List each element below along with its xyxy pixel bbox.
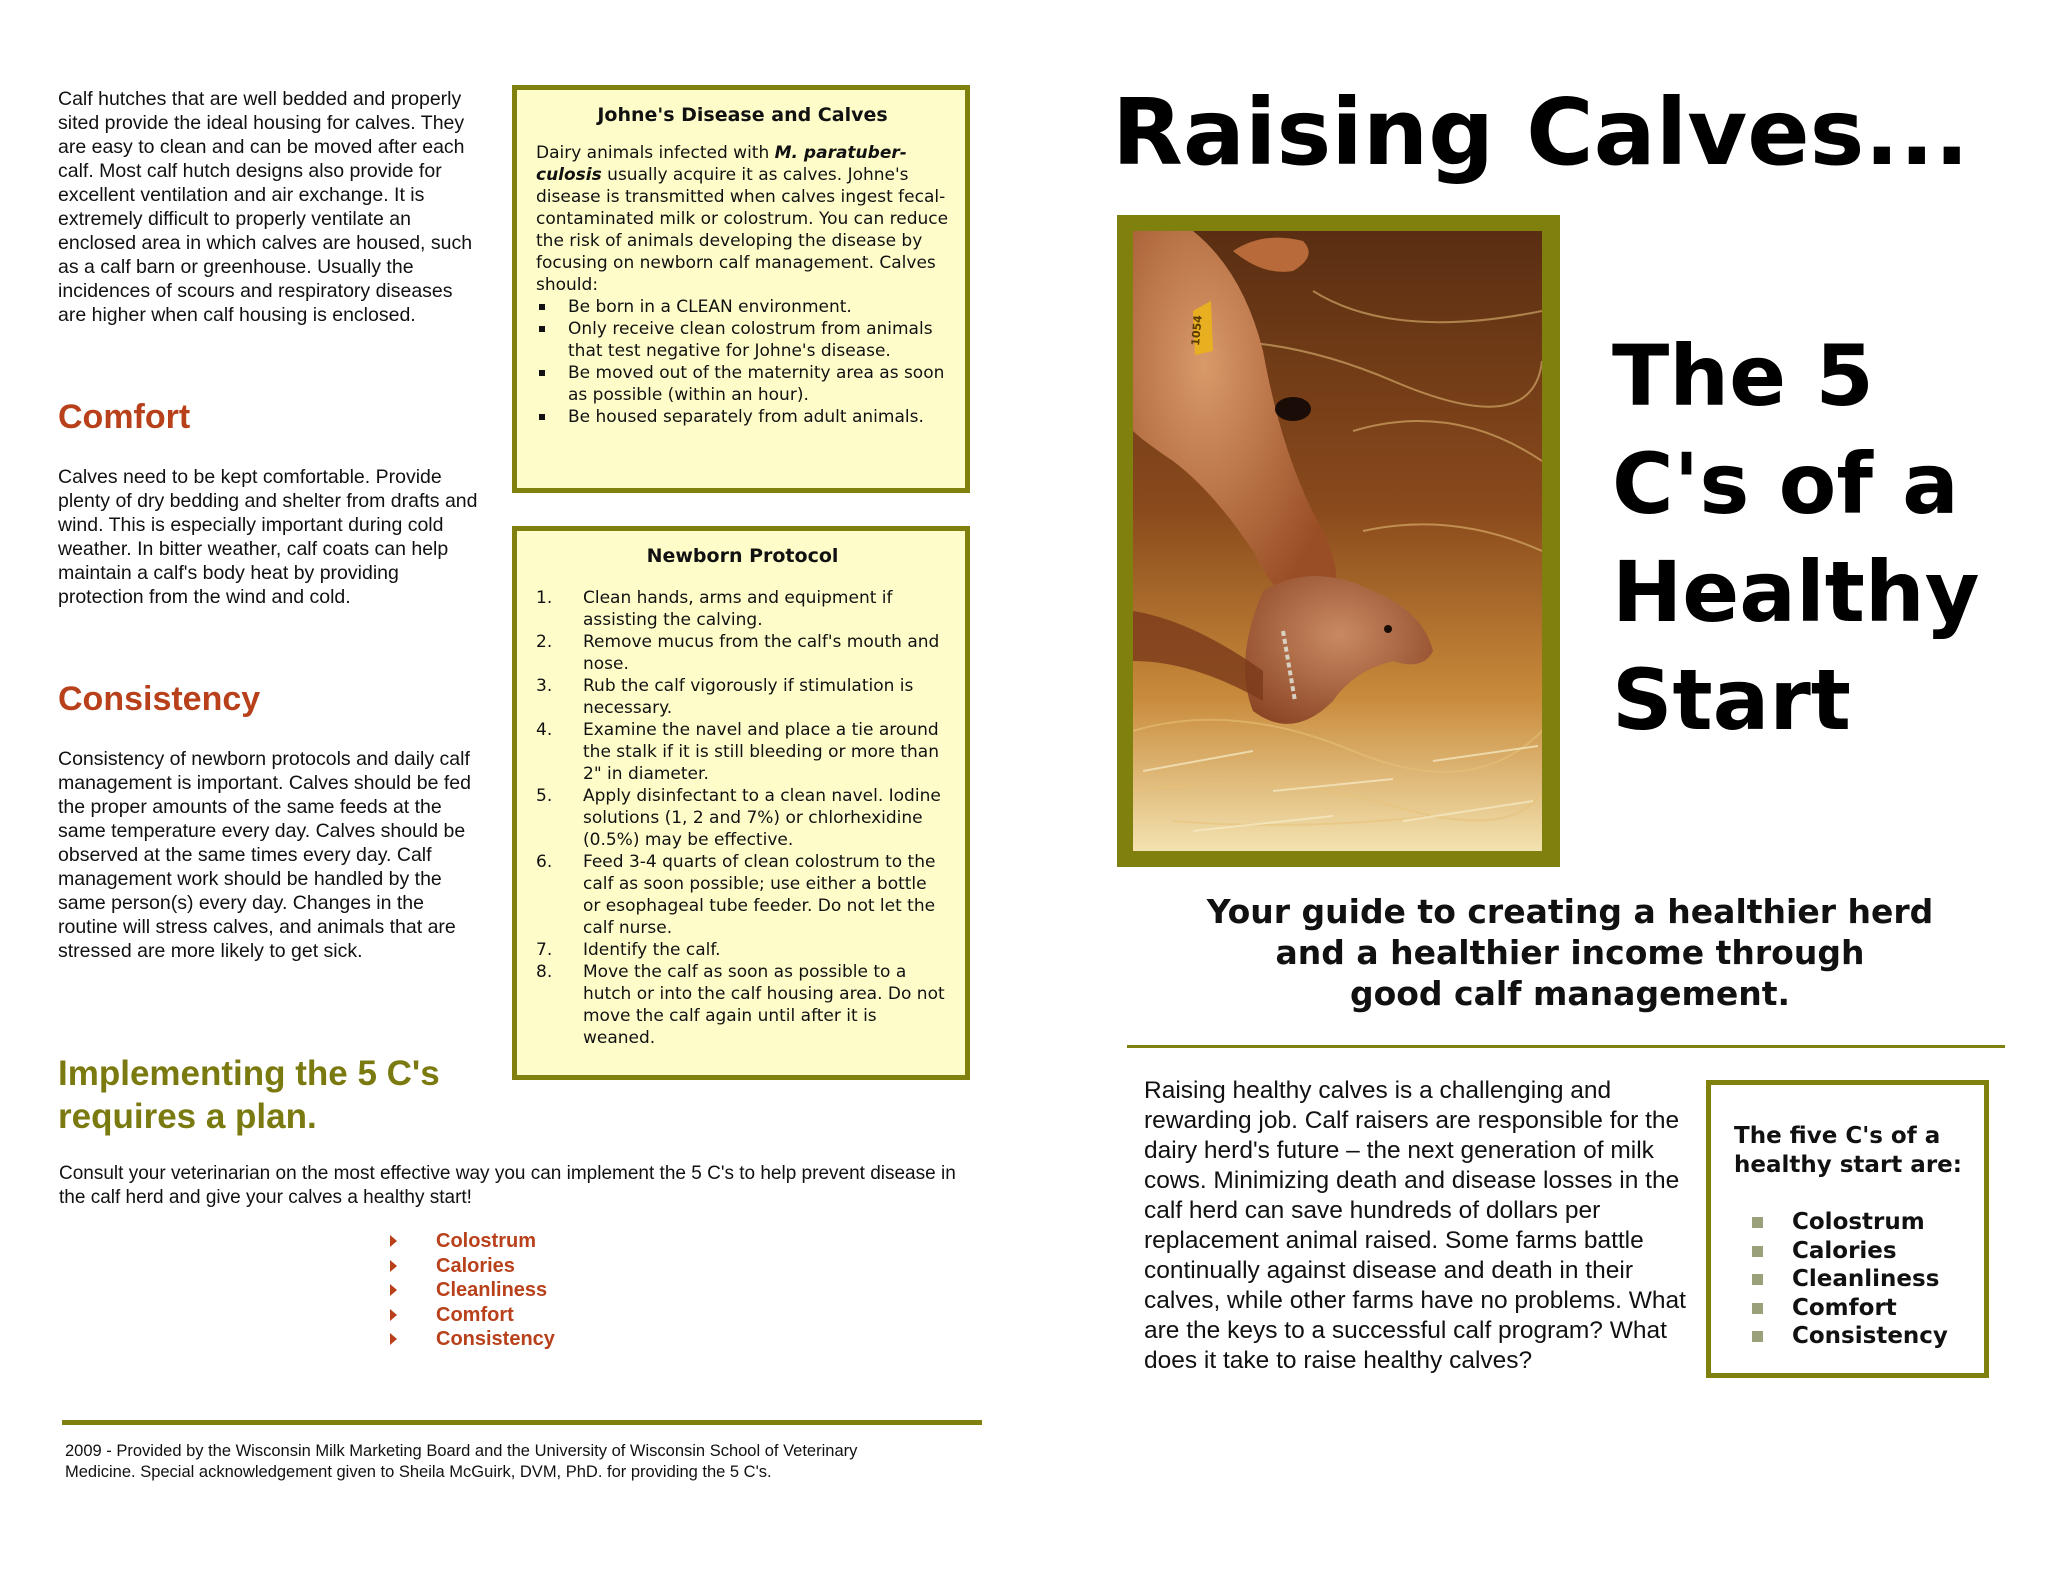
arrow-bullet-icon: [390, 1309, 397, 1321]
cow-and-calf-image: [1133, 231, 1542, 851]
species-name: M. paratuber-culosis: [536, 143, 907, 185]
consistency-heading: Consistency: [58, 680, 261, 718]
list-item: 8. Move the calf as soon as possible to a hutch or into the calf housing area. Do not move the calf again until after it is weaned.: [536, 962, 945, 1048]
list-item: Comfort: [1734, 1294, 1984, 1323]
implementing-heading: [58, 1052, 440, 1138]
list-item: Calories: [1734, 1237, 1984, 1266]
footer-credits-line2: Medicine. Special acknowledgement given to Sheila McGuirk, DVM, PhD. for providing the 5 C's.: [65, 1463, 772, 1481]
comfort-paragraph: Calves need to be kept comfortable. Provide plenty of dry bedding and shelter from drafts and wind. This is especially important during cold weather. In bitter weather, calf coats can help maintain a calf's body heat by providing protection from the wind and cold.: [58, 466, 478, 608]
consistency-paragraph: Consistency of newborn protocols and daily calf management is important. Calves should be fed the proper amounts of the same feeds at the same temperature every day. Calves should be observed at the same times every day. Calf management work should be handled by the same person(s) every day. Changes in the routine will stress calves, and animals that are stressed are more likely to get sick.: [58, 748, 471, 962]
five-cs-arrow-list: [386, 1229, 555, 1352]
implementing-paragraph: Consult your veterinarian on the most effective way you can implement the 5 C's to help prevent disease in the calf herd and give your calves a healthy start!: [59, 1163, 956, 1208]
list-item: 4. Examine the navel and place a tie around the stalk if it is still bleeding or more than 2" in diameter.: [536, 720, 939, 784]
square-bullet-icon: [539, 370, 545, 376]
footer-divider: [62, 1420, 982, 1425]
johnes-box-title: Johne's Disease and Calves: [597, 104, 888, 126]
cover-subtitle-line: Healthy: [1612, 543, 1980, 641]
square-bullet-icon: [539, 414, 545, 420]
five-cs-list: [1734, 1208, 1984, 1351]
square-bullet-icon: [539, 304, 545, 310]
cow-calf-photo: [1117, 215, 1560, 867]
five-cs-box-title: The five C's of a healthy start are:: [1734, 1123, 1962, 1178]
cover-subtitle-line: The 5: [1612, 327, 1874, 425]
johnes-intro: Dairy animals infected with M. paratuber-culosis usually acquire it as calves. Johne's disease is transmitted when calves ingest fecal-contaminated milk or colostrum. You can reduce the risk of animals developing the disease by focusing on newborn calf management. Calves should:: [536, 143, 949, 295]
ear-tag-number: 1054: [1189, 314, 1205, 347]
list-item: Colostrum: [1734, 1208, 1984, 1237]
list-item: Be born in a CLEAN environment.: [536, 296, 949, 318]
square-bullet-icon: [1752, 1331, 1763, 1342]
arrow-bullet-icon: [390, 1235, 397, 1247]
square-bullet-icon: [1752, 1246, 1763, 1257]
newborn-box-title: Newborn Protocol: [646, 545, 839, 567]
list-item: 6. Feed 3-4 quarts of clean colostrum to the calf as soon possible; use either a bottle or esophageal tube feeder. Do not let the calf nurse.: [536, 852, 936, 938]
cover-guide-text: [1120, 891, 2020, 1014]
list-item: 2. Remove mucus from the calf's mouth and nose.: [536, 632, 940, 674]
list-item: 1. Clean hands, arms and equipment if assisting the calving.: [536, 588, 893, 630]
list-item: Consistency: [386, 1327, 555, 1352]
cover-intro-paragraph: Raising healthy calves is a challenging and rewarding job. Calf raisers are responsible for the dairy herd's future – the next generation of milk cows. Minimizing death and disease losses in the calf herd can save hundreds of dollars per replacement animal raised. Some farms battle continually against disease and death in their calves, while other farms have no problems. What are the keys to a successful calf program? What does it take to raise healthy calves?: [1144, 1077, 1686, 1374]
list-item: Only receive clean colostrum from animals that test negative for Johne's disease.: [536, 318, 949, 362]
guide-line: Your guide to creating a healthier herd: [1206, 892, 1934, 931]
implementing-heading-line1: Implementing the 5 C's: [58, 1054, 440, 1093]
list-item: Consistency: [1734, 1322, 1984, 1351]
newborn-steps-list: [536, 587, 949, 1049]
cover-subtitle-line: Start: [1612, 651, 1851, 749]
johnes-disease-box: [512, 85, 970, 493]
guide-line: good calf management.: [1349, 974, 1791, 1013]
cover-divider: [1127, 1045, 2005, 1048]
list-item: Cleanliness: [1734, 1265, 1984, 1294]
list-item: Colostrum: [386, 1229, 555, 1254]
arrow-bullet-icon: [390, 1333, 397, 1345]
guide-line: and a healthier income through: [1275, 933, 1865, 972]
square-bullet-icon: [1752, 1274, 1763, 1285]
list-item: 5. Apply disinfectant to a clean navel. Iodine solutions (1, 2 and 7%) or chlorhexidine (0.5%) may be effective.: [536, 786, 941, 850]
list-item: 3. Rub the calf vigorously if stimulation is necessary.: [536, 676, 914, 718]
implementing-heading-line2: requires a plan.: [58, 1097, 317, 1136]
list-item: Be housed separately from adult animals.: [536, 406, 949, 428]
square-bullet-icon: [1752, 1217, 1763, 1228]
cover-subtitle-line: C's of a: [1612, 435, 1959, 533]
arrow-bullet-icon: [390, 1284, 397, 1296]
square-bullet-icon: [539, 326, 545, 332]
footer-credits-line1: 2009 - Provided by the Wisconsin Milk Marketing Board and the University of Wisconsin School of Veterinary: [65, 1442, 858, 1460]
newborn-protocol-box: [512, 526, 970, 1080]
list-item: Calories: [386, 1254, 555, 1279]
list-item: Be moved out of the maternity area as soon as possible (within an hour).: [536, 362, 949, 406]
list-item: Cleanliness: [386, 1278, 555, 1303]
cover-title: Raising Calves...: [1112, 79, 1970, 186]
list-item: Comfort: [386, 1303, 555, 1328]
list-item: 7. Identify the calf.: [536, 940, 721, 960]
johnes-bullet-list: [536, 296, 949, 428]
hutch-paragraph: Calf hutches that are well bedded and properly sited provide the ideal housing for calves. They are easy to clean and can be moved after each calf. Most calf hutch designs also provide for excellent ventilation and air exchange. It is extremely difficult to properly ventilate an enclosed area in which calves are housed, such as a calf barn or greenhouse. Usually the incidences of scours and respiratory diseases are higher when calf housing is enclosed.: [58, 88, 473, 326]
five-cs-box: [1706, 1080, 1989, 1378]
cover-subtitle: [1612, 322, 1979, 754]
footer-credits: [65, 1441, 995, 1483]
square-bullet-icon: [1752, 1303, 1763, 1314]
arrow-bullet-icon: [390, 1260, 397, 1272]
comfort-heading: Comfort: [58, 398, 191, 436]
